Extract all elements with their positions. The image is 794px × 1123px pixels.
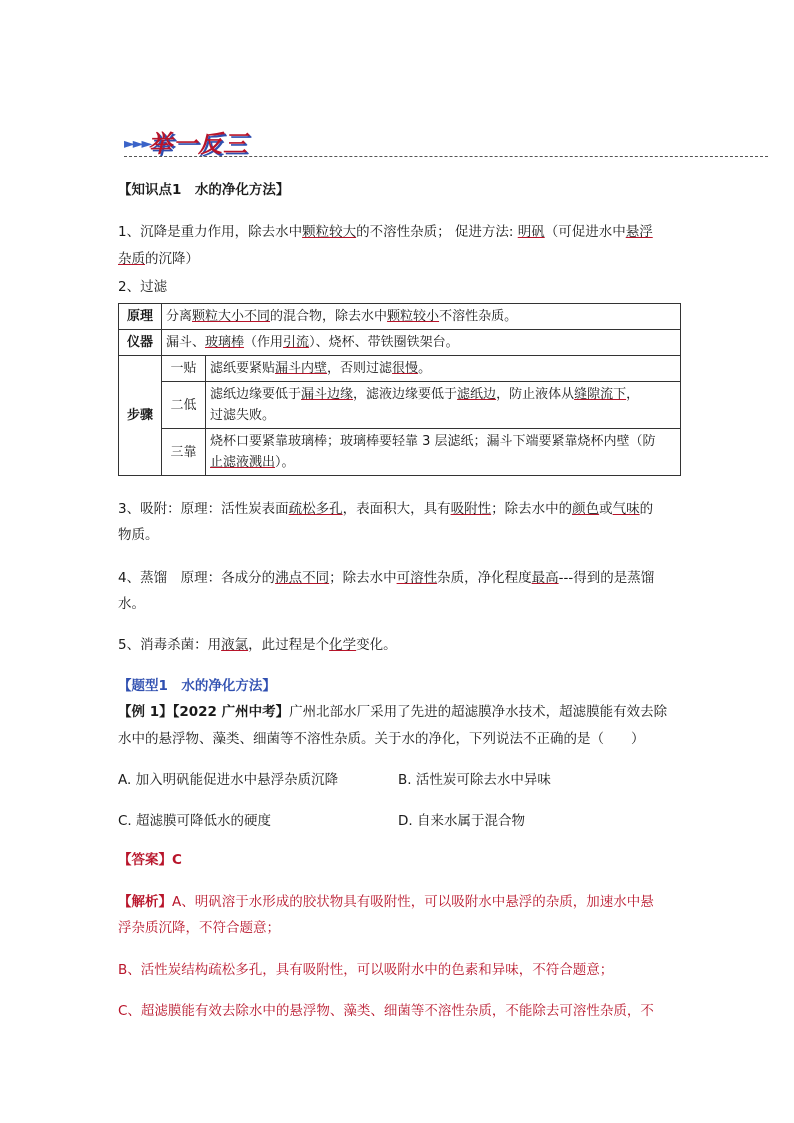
underlined-term: 化学 [329,637,357,653]
option-b: B. 活性炭可除去水中异味 [398,772,551,788]
underlined-term: 疏松多孔 [288,501,343,517]
text: 过滤失败。 [210,408,276,423]
text: 滤纸要紧贴 [210,361,276,376]
item-4-line-1 [118,568,654,588]
text: 烧杯口要紧靠玻璃棒；玻璃棒要轻靠 3 层滤纸；漏斗下端要紧靠烧杯内壁（防 [210,434,656,449]
text: ，滤液边缘要低于 [353,387,458,402]
banner-title: 举一反三 [148,130,248,158]
text: 分离 [166,309,193,324]
text: ）、烧杯、带铁圈铁架台。 [309,335,459,350]
answer-value: C [172,852,182,868]
text: 的沉降） [145,251,199,267]
item-5-line [118,635,397,655]
text: ，防止液体从 [496,387,575,402]
table-row [119,356,681,382]
text: ；除去水中 [329,570,397,586]
text: 的 [639,501,654,517]
text: ，否则过滤 [327,361,393,376]
underlined-term: 颗粒较小 [387,309,440,324]
row-header-principle: 原理 [119,304,162,330]
underlined-term: 杂质 [118,251,145,267]
text: 杂质，净化程度 [437,570,532,586]
underlined-term: 漏斗内壁 [275,361,328,376]
item-1-line-1 [118,222,653,242]
underlined-term: 沸点不同 [275,570,330,586]
example-label: 【例 1】 [118,704,173,720]
text: 3、吸附：原理：活性炭表面 [118,501,289,517]
example-line-1 [118,702,667,722]
filtration-table [118,303,681,476]
underlined-term: 止滤液溅出 [210,455,276,470]
underlined-term: 引流 [283,335,310,350]
banner-divider [124,156,768,157]
underlined-term: 缝隙流下 [574,387,627,402]
banner-arrows-icon: ►►► [124,136,151,152]
underlined-term: 颜色 [572,501,600,517]
underlined-term: 可溶性 [396,570,438,586]
step-label: 一贴 [162,356,206,382]
text: 1、沉降是重力作用，除去水中 [118,224,303,240]
underlined-term: 吸附性 [450,501,492,517]
analysis-a-line-1 [118,892,654,912]
principle-cell [162,304,681,330]
answer-label: 【答案】 [118,852,172,868]
row-header-steps: 步骤 [119,356,162,476]
underlined-term: 颗粒较大 [302,224,357,240]
text: 。 [418,361,432,376]
item-1-line-2 [118,249,199,269]
row-header-instruments: 仪器 [119,330,162,356]
step-1-cell [206,356,681,382]
table-row [119,382,681,429]
text: 广州北部水厂采用了先进的超滤膜净水技术，超滤膜能有效去除 [289,704,668,720]
text: 滤纸边缘要低于 [210,387,302,402]
instruments-cell [162,330,681,356]
item-4-line-2: 水。 [118,596,145,612]
question-type-heading: 【题型1 水的净化方法】 [118,678,276,694]
analysis-a-line-2: 浮杂质沉降，不符合题意； [118,920,280,936]
analysis-label: 【解析】 [118,894,172,910]
underlined-term: 颗粒大小不同 [192,309,271,324]
text: 漏斗、 [166,335,206,350]
text: ，表面积大，具有 [342,501,451,517]
underlined-term: 漏斗边缘 [301,387,354,402]
underlined-term: 气味 [612,501,640,517]
option-a: A. 加入明矾能促进水中悬浮杂质沉降 [118,772,339,788]
step-label: 二低 [162,382,206,429]
text: ）。 [275,455,295,470]
analysis-c-line: C、超滤膜能有效去除水中的悬浮物、藻类、细菌等不溶性杂质，不能除去可溶性杂质，不 [118,1003,654,1019]
step-2-cell [206,382,681,429]
table-row [119,429,681,476]
item-3-line-1 [118,499,653,519]
text: 变化。 [356,637,397,653]
table-row [119,304,681,330]
step-3-cell [206,429,681,476]
text: 或 [599,501,613,517]
text: （作用 [244,335,284,350]
text: （可促进水中 [544,224,626,240]
answer-line [118,850,182,870]
text: A、明矾溶于水形成的胶状物具有吸附性，可以吸附水中悬浮的杂质，加速水中悬 [172,894,654,910]
text: ---得到的是蒸馏 [558,570,655,586]
underlined-term: 最高 [531,570,559,586]
text: 5、消毒杀菌：用 [118,637,222,653]
text: 4、蒸馏 原理：各成分的 [118,570,276,586]
text: 的不溶性杂质； 促进方法: [356,224,518,240]
text: 的混合物，除去水中 [270,309,388,324]
text: ；除去水中的 [491,501,573,517]
text: ， [626,387,640,402]
underlined-term: 液氯 [221,637,249,653]
underlined-term: 滤纸边 [457,387,497,402]
text: 不溶性杂质。 [439,309,518,324]
example-line-2: 水中的悬浮物、藻类、细菌等不溶性杂质。关于水的净化，下列说法不正确的是（ ） [118,731,645,747]
text: ，此过程是个 [248,637,330,653]
step-label: 三靠 [162,429,206,476]
example-source: 【2022 广州中考】 [172,704,290,720]
underlined-term: 玻璃棒 [205,335,245,350]
item-2-heading: 2、过滤 [118,279,168,295]
table-row [119,330,681,356]
underlined-term: 明矾 [517,224,545,240]
item-3-line-2: 物质。 [118,527,159,543]
underlined-term: 悬浮 [625,224,653,240]
underlined-term: 很慢 [392,361,419,376]
analysis-b-line: B、活性炭结构疏松多孔，具有吸附性，可以吸附水中的色素和异味，不符合题意； [118,962,614,978]
option-d: D. 自来水属于混合物 [398,813,525,829]
option-c: C. 超滤膜可降低水的硬度 [118,813,272,829]
knowledge-point-heading: 【知识点1 水的净化方法】 [118,182,290,198]
